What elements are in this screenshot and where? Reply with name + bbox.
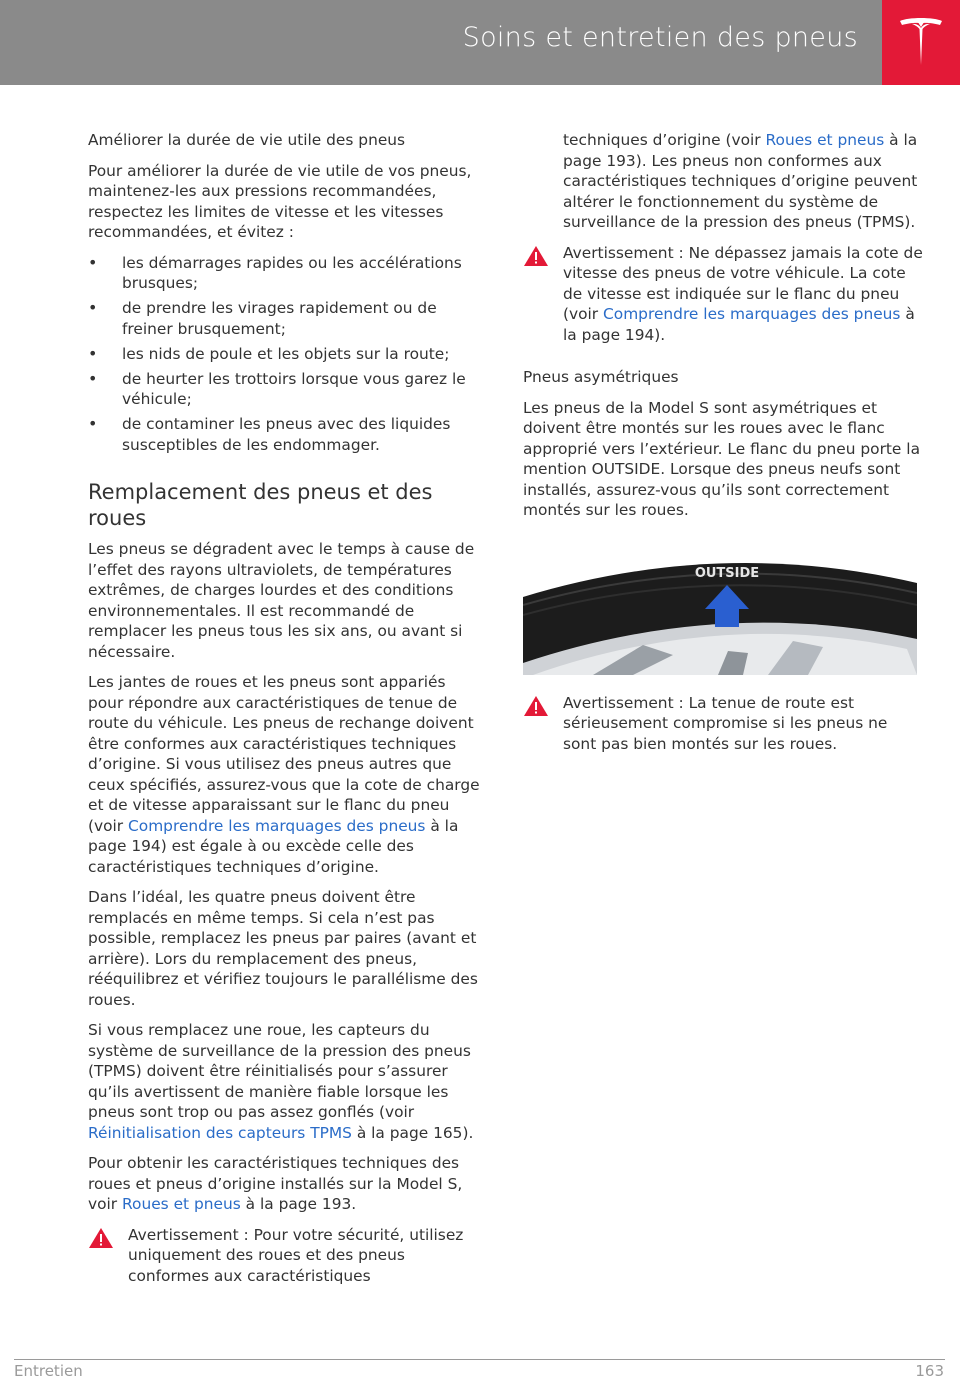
left-column — [88, 130, 483, 1300]
link-wheels-tires[interactable]: Roues et pneus — [122, 1195, 241, 1213]
list-item: • de contaminer les pneus avec des liquides susceptibles de les endommager. — [88, 414, 483, 455]
tire-outside-label: OUTSIDE — [694, 565, 760, 581]
subheading-tire-life: Améliorer la durée de vie utile des pneus — [88, 131, 406, 149]
warning-block: Avertissement : La tenue de route est sérieusement compromise si les pneus ne sont pas bien montés sur les roues. — [523, 693, 923, 755]
list-item: • les nids de poule et les objets sur la route; — [88, 344, 483, 365]
paragraph-degradation: Les pneus se dégradent avec le temps à cause de l’effet des rayons ultraviolets, de températures extrêmes, de charges lourdes et des conditions environnementales. Il est recommandé de remplacer les pneus tous les six ans, ou avant si nécessaire. — [88, 540, 475, 661]
footer-divider — [14, 1359, 945, 1360]
paragraph-asymmetric: Les pneus de la Model S sont asymétriques et doivent être montés sur les roues avec le flanc approprié vers l’extérieur. Le flanc du pneu porte la mention OUTSIDE. Lorsque des pneus neufs sont installés, assurez-vous qu’ils sont correctement montés sur les roues. — [523, 398, 920, 519]
tesla-t-icon — [898, 15, 944, 67]
list-item: • les démarrages rapides ou les accélérations brusques; — [88, 253, 483, 294]
paragraph-continued: techniques d’origine (voir Roues et pneus à la page 193). Les pneus non conformes aux caractéristiques techniques d’origine peuvent altérer le fonctionnement du système de surveillance de la pression des pneus (TPMS). — [563, 131, 918, 231]
right-column — [523, 130, 923, 768]
link-wheels-tires[interactable]: Roues et pneus — [765, 131, 885, 149]
tesla-logo — [882, 0, 960, 85]
paragraph-specs: Pour obtenir les caractéristiques techniques des roues et pneus d’origine installés sur la Model S, voir Roues et pneus à la page 193. — [88, 1154, 463, 1213]
intro-paragraph: Pour améliorer la durée de vie utile de vos pneus, maintenez-les aux pressions recommandées, respectez les limites de vitesse et les vitesses recommandées, et évitez : — [88, 161, 472, 241]
warning-icon — [88, 1227, 114, 1249]
page-title: Soins et entretien des pneus — [462, 22, 858, 53]
warning-block: Avertissement : Ne dépassez jamais la cote de vitesse des pneus de votre véhicule. La cote de vitesse est indiquée sur le flanc du pneu (voir Comprendre les marquages des pneus à la page 194). — [523, 243, 923, 346]
footer-section: Entretien — [14, 1362, 83, 1380]
section-title: Remplacement des pneus et des roues — [88, 480, 433, 530]
paragraph-rims: Les jantes de roues et les pneus sont appariés pour répondre aux caractéristiques de tenue de route du véhicule. Les pneus de rechange doivent être conformes aux caractéristiques techniques d’origine. Si vous utilisez des pneus autres que ceux spécifiés, assurez-vous que la cote de charge et de vitesse apparaissant sur le flanc du pneu (voir Comprendre les marquages des pneus à la page 194) est égale à ou excède celle des caractéristiques techniques d’origine. — [88, 673, 480, 876]
list-item: • de heurter les trottoirs lorsque vous garez le véhicule; — [88, 369, 483, 410]
avoid-list — [88, 253, 483, 456]
link-tire-markings[interactable]: Comprendre les marquages des pneus — [128, 816, 426, 835]
warning-block: Avertissement : Pour votre sécurité, utilisez uniquement des roues et des pneus conformes aux caractéristiques — [88, 1225, 483, 1287]
paragraph-tpms: Si vous remplacez une roue, les capteurs du système de surveillance de la pression des pneus (TPMS) doivent être réinitialisés pour s’assurer qu’ils avertissent de manière fiable lorsque les pneus sont trop ou pas assez gonflés (voir Réinitialisation des capteurs TPMS à la page 165). — [88, 1021, 474, 1142]
paragraph-replace-four: Dans l’idéal, les quatre pneus doivent être remplacés en même temps. Si cela n’est pas possible, remplacez les pneus par paires (avant et arrière). Lors du remplacement des pneus, rééquilibrez et vérifiez toujours le parallélisme des roues. — [88, 888, 478, 1009]
link-tire-markings[interactable]: Comprendre les marquages des pneus — [603, 305, 901, 323]
link-tpms-reset[interactable]: Réinitialisation des capteurs TPMS — [88, 1123, 352, 1142]
warning-icon — [523, 695, 549, 717]
list-item: • de prendre les virages rapidement ou de freiner brusquement; — [88, 298, 483, 339]
page-header — [0, 0, 960, 85]
warning-icon — [523, 245, 549, 267]
page-number: 163 — [915, 1362, 944, 1380]
subheading-asymmetric: Pneus asymétriques — [523, 368, 679, 386]
tire-outside-image — [523, 545, 917, 675]
